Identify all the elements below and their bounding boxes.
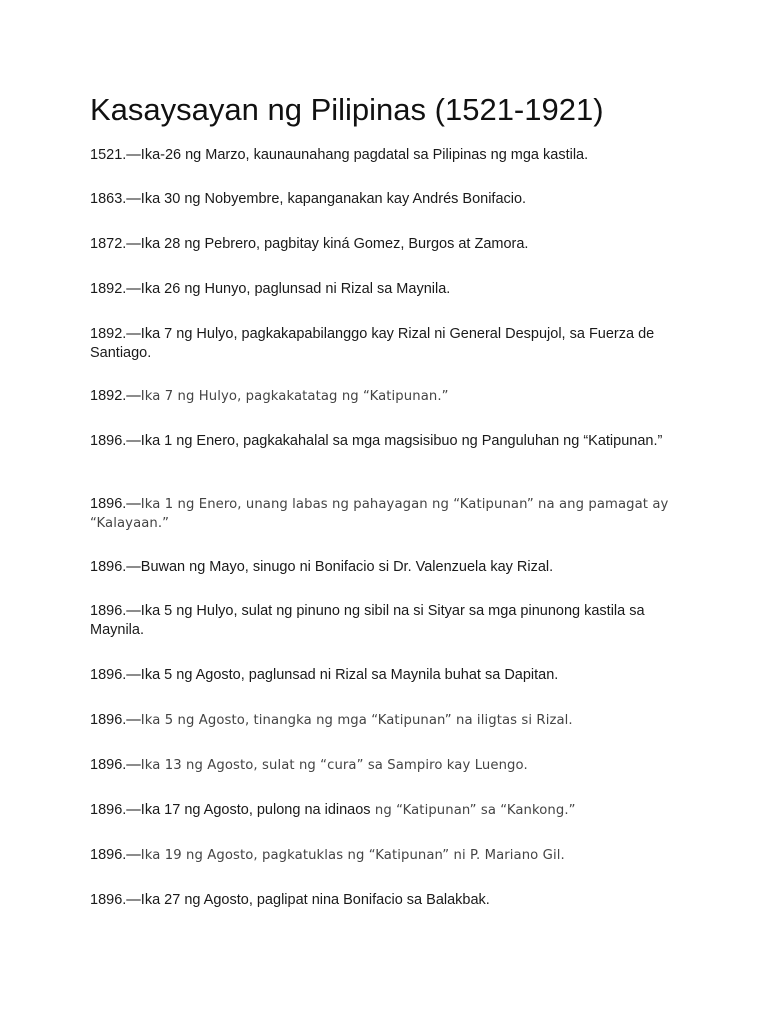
timeline-entry-1896-election — [90, 432, 690, 451]
entry-text-light: Ika 1 ng Enero, unang labas ng pahayagan ng “Katipunan” na ang pamagat ay “Kalayaan.” — [90, 497, 669, 531]
entry-text: 1896.— — [90, 757, 141, 773]
timeline-entry-1863 — [90, 190, 690, 209]
timeline-entry-1896-sityar — [90, 602, 690, 640]
entry-text: 1892.—Ika 7 ng Hulyo, pagkakapabilanggo kay Rizal ni General Despujol, sa Fuerza de Santiago. — [90, 326, 655, 361]
timeline-entry-1896-kankong — [90, 801, 690, 820]
timeline-entry-1896-rescue — [90, 711, 690, 730]
entry-text: 1896.— — [90, 712, 141, 728]
timeline-entry-1896-kalayaan — [90, 495, 690, 533]
entry-text: 1896.—Ika 17 ng Agosto, pulong na idinaos — [90, 802, 371, 818]
timeline-entry-1896-cura — [90, 756, 690, 775]
entry-text: 1521.—Ika-26 ng Marzo, kaunaunahang pagdatal sa Pilipinas ng mga kastila. — [90, 147, 589, 163]
timeline-entry-1892-katipunan — [90, 387, 690, 406]
timeline-entry-1872 — [90, 235, 690, 254]
entry-text-light: Ika 7 ng Hulyo, pagkakatatag ng “Katipunan.” — [140, 389, 449, 404]
entry-text: 1896.—Ika 5 ng Agosto, paglunsad ni Rizal sa Maynila buhat sa Dapitan. — [90, 667, 559, 683]
entry-text-light: Ika 5 ng Agosto, tinangka ng mga “Katipunan” na iligtas si Rizal. — [140, 713, 573, 728]
timeline-entry-1892-rizal-arrival — [90, 280, 690, 299]
entry-text: 1892.—Ika 26 ng Hunyo, paglunsad ni Rizal sa Maynila. — [90, 281, 451, 297]
entry-text: 1896.— — [90, 847, 141, 863]
page-title: Kasaysayan ng Pilipinas (1521-1921) — [90, 92, 604, 127]
entry-text: 1896.—Buwan ng Mayo, sinugo ni Bonifacio si Dr. Valenzuela kay Rizal. — [90, 559, 554, 575]
entry-text: 1896.—Ika 5 ng Hulyo, sulat ng pinuno ng sibil na si Sityar sa mga pinunong kastila sa Maynila. — [90, 603, 645, 638]
timeline-entry-1896-may — [90, 558, 690, 577]
timeline-entry-1521 — [90, 146, 690, 165]
timeline-entry-1896-dapitan — [90, 666, 690, 685]
timeline-entry-1896-discovery — [90, 846, 690, 865]
timeline-entry-1896-balakbak — [90, 891, 690, 910]
entry-text: 1863.—Ika 30 ng Nobyembre, kapanganakan kay Andrés Bonifacio. — [90, 191, 527, 207]
entry-text: 1892.— — [90, 388, 141, 404]
entry-text-light: Ika 19 ng Agosto, pagkatuklas ng “Katipunan” ni P. Mariano Gil. — [140, 848, 565, 863]
entry-text: 1896.—Ika 1 ng Enero, pagkakahalal sa mga magsisibuo ng Panguluhan ng “Katipunan.” — [90, 433, 663, 449]
entry-text-light: ng “Katipunan” sa “Kankong.” — [370, 803, 576, 818]
entry-text: 1872.—Ika 28 ng Pebrero, pagbitay kiná Gomez, Burgos at Zamora. — [90, 236, 529, 252]
entry-text-light: Ika 13 ng Agosto, sulat ng “cura” sa Sampiro kay Luengo. — [140, 758, 528, 773]
entry-text: 1896.— — [90, 496, 141, 512]
entry-text: 1896.—Ika 27 ng Agosto, paglipat nina Bonifacio sa Balakbak. — [90, 892, 490, 908]
timeline-entry-1892-arrest — [90, 325, 690, 363]
